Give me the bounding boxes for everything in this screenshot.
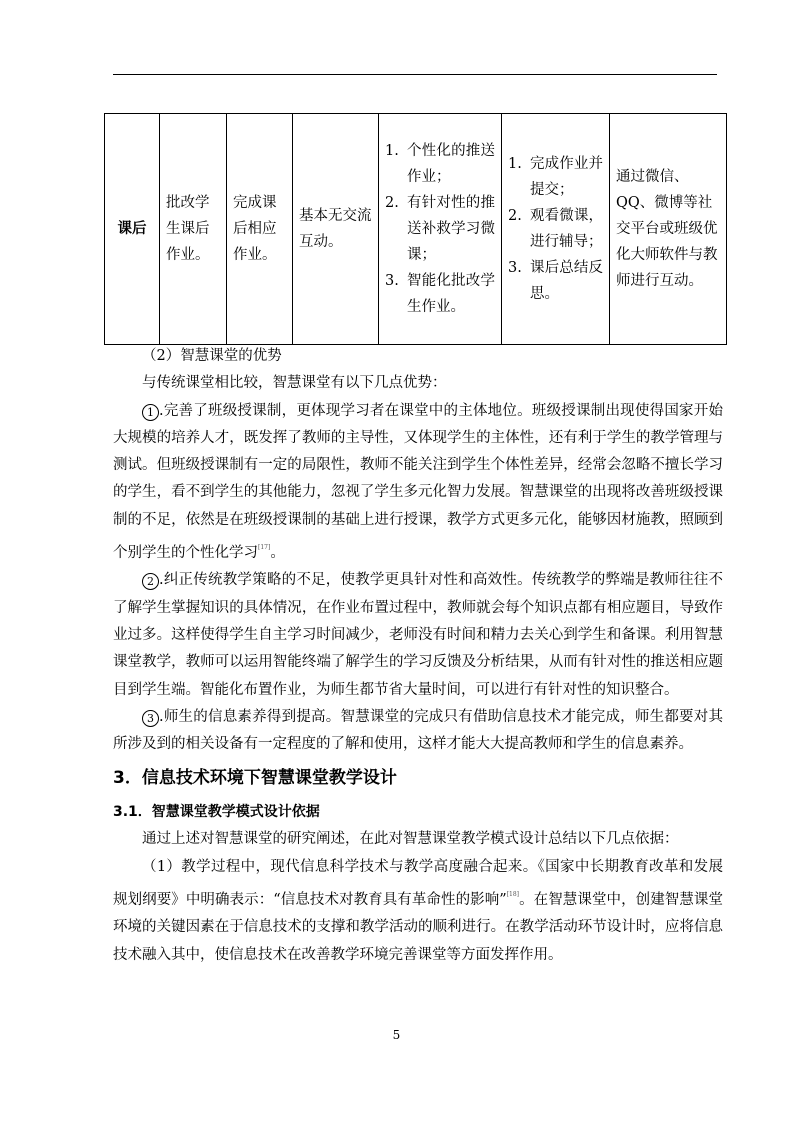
- interaction-traditional-cell: 基本无交流互动。: [293, 114, 379, 345]
- row-label: 课后: [105, 114, 160, 345]
- page-number: 5: [392, 1028, 401, 1042]
- circled-number: 2: [142, 573, 159, 590]
- teacher-traditional-cell: 批改学生课后作业。: [160, 114, 227, 345]
- comparison-table: [104, 113, 727, 345]
- citation-ref: [17]: [258, 544, 271, 552]
- body-text: [113, 343, 723, 969]
- section-intro: 通过上述对智慧课堂的研究阐述，在此对智慧课堂教学模式设计总结以下几点依据：: [142, 831, 679, 848]
- list-item: 1. 完成作业并提交；: [508, 156, 603, 198]
- advantages-heading: （2）智慧课堂的优势: [142, 348, 282, 364]
- list-item: 3. 智能化批改学生作业。: [385, 273, 495, 315]
- student-smart-cell: [502, 114, 610, 345]
- list-item: 3. 课后总结反思。: [508, 260, 603, 302]
- list-item: 1. 个性化的推送作业；: [385, 143, 495, 185]
- advantage-paragraph-3: 3 .师生的信息素养得到提高。智慧课堂的完成只有借助信息技术才能完成，师生都要对其所涉及到的相关设备有一定程度的了解和使用，这样才能大大提高教师和学生的信息素养。: [113, 708, 723, 753]
- header-rule: [113, 74, 717, 75]
- section-title: 3．信息技术环境下智慧课堂教学设计: [113, 768, 397, 789]
- advantage-paragraph-2: 2 .纠正传统教学策略的不足，使教学更具针对性和高效性。传统教学的弊端是教师往往不了解学生掌握知识的具体情况，在作业布置过程中，教师就会每个知识点都有相应题目，导致作业过多。这样使得学生自主学习时间减少，老师没有时间和精力去关心到学生和备课。利用智慧课堂教学，教师可以运用智能终端了解学生的学习反馈及分析结果，从而有针对性的推送相应题目到学生端。智能化布置作业，为师生都节省大量时间，可以进行有针对性的知识整合。: [113, 572, 723, 698]
- basis-paragraph-1: （1）教学过程中，现代信息科学技术与教学高度融合起来。《国家中长期教育改革和发展规划纲要》中明确表示：“信息技术对教育具有革命性的影响”[18]。在智慧课堂中，创建智慧课堂环境的关键因素在于信息技术的支撑和教学活动的顺利进行。在教学活动环节设计时，应将信息技术融入其中，使信息技术在改善教学环境完善课堂等方面发挥作用。: [113, 858, 724, 963]
- citation-ref: [18]: [506, 891, 520, 899]
- list-item: 2. 有针对性的推送补救学习微课；: [385, 195, 495, 263]
- list-item: 2. 观看微课，进行辅导；: [508, 208, 603, 250]
- circled-number: 3: [142, 710, 159, 727]
- circled-number: 1: [142, 404, 159, 421]
- table-row: [105, 114, 727, 345]
- subsection-title: 3.1．智慧课堂教学模式设计依据: [113, 804, 320, 821]
- advantage-paragraph-1: 1 .完善了班级授课制，更体现学习者在课堂中的主体地位。班级授课制出现使得国家开始大规模的培养人才，既发挥了教师的主导性，又体现学生的主体性，还有利于学生的教学管理与测试。但班级授课制有一定的局限性，教师不能关注到学生个体性差异，经常会忽略不擅长学习的学生，看不到学生的其他能力，忽视了学生多元化智力发展。智慧课堂的出现将改善班级授课制的不足，依然是在班级授课制的基础上进行授课，教学方式更多元化，能够因材施教，照顾到个别学生的个性化学习[17]。: [113, 402, 723, 562]
- student-traditional-cell: 完成课后相应作业。: [227, 114, 293, 345]
- interaction-smart-cell: 通过微信、QQ、微博等社交平台或班级优化大师软件与教师进行互动。: [610, 114, 727, 345]
- teacher-smart-cell: [379, 114, 502, 345]
- advantages-intro: 与传统课堂相比较，智慧课堂有以下几点优势：: [142, 375, 447, 392]
